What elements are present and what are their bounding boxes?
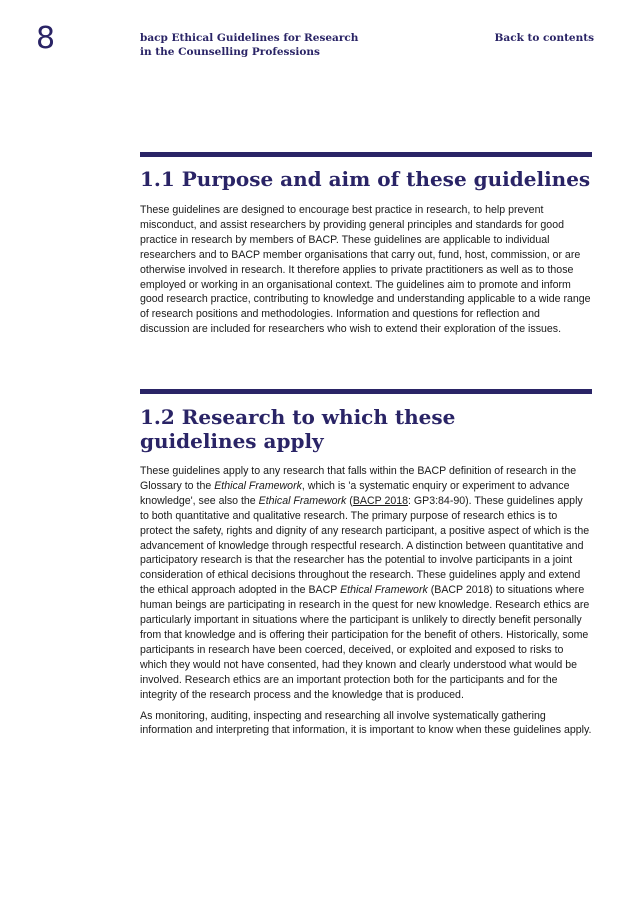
section-body-paragraph xyxy=(140,464,592,703)
section-divider xyxy=(140,389,592,394)
section-body: These guidelines are designed to encourage best practice in research, to help prevent misconduct, and assist researchers by providing general principles and standards for good practice in research by members of BACP. These guidelines are applicable to individual researchers and to BACP member organisations that carry out, fund, host, commission, or are otherwise involved in research. It therefore applies to private practitioners as well as to those employed or working in an organisational context. The guidelines aim to promote and inform good research practice, contributing to knowledge and understanding applicable to a wide range of research positions and methodologies. Information and questions for reflection and discussion are included for researchers who wish to extend their exploration of the issues. xyxy=(140,204,591,336)
running-header-line1: bacp Ethical Guidelines for Research xyxy=(140,32,359,44)
back-to-contents-link[interactable]: Back to contents xyxy=(494,32,594,44)
section-scope xyxy=(140,389,592,738)
section-heading xyxy=(140,405,592,453)
italic-title: Ethical Framework xyxy=(214,479,302,492)
text-run: (BACP 2018) to situations where human beings are participating in research in the quest for new knowledge. Research ethics are particularly important in situations where the participant is unlikely to directly benefit personally from that knowledge and is offering their participation for the benefit of others. Historically, some participants in research have been coerced, deceived, or exploited and exposed to risks to which they would not have consented, had they known and clearly understood what would be involved. Research ethics are an important protection both for the participants and for the integrity of the research process and the knowledge that is produced. xyxy=(140,584,590,701)
page-number: 8 xyxy=(36,21,56,56)
text-run: , which is 'a systematic enquiry or experiment to advance knowledge', see also the xyxy=(140,479,570,507)
text-run: These guidelines apply to any research that falls within the BACP definition of research in the Glossary to the xyxy=(140,465,577,492)
text-run: : GP3:84-90). These guidelines apply to both quantitative and qualitative research. The primary purpose of research ethics is to protect the safety, rights and dignity of any research participant, a positive aspect of which is the advancement of knowledge through respectful research. A distinction between quantitative and participatory research is that the researcher has the potential to involve participants in a joint consideration of ethical decisions throughout the research. These guidelines apply and extend the ethical approach adopted in the BACP xyxy=(140,494,590,597)
section-purpose xyxy=(140,152,592,337)
running-header-line2: in the Counselling Professions xyxy=(140,46,320,58)
section-heading-line2: guidelines apply xyxy=(140,429,324,453)
text-run: ( xyxy=(346,494,353,507)
italic-title: Ethical Framework xyxy=(258,494,347,507)
section-body-paragraph: As monitoring, auditing, inspecting and researching all involve systematically gathering information and interpreting that information, it is important to know when these guidelines apply. xyxy=(140,709,592,737)
section-heading: 1.1 Purpose and aim of these guidelines xyxy=(140,167,591,191)
section-heading-line1: 1.2 Research to which these xyxy=(140,405,456,429)
running-header xyxy=(140,31,380,59)
section-divider xyxy=(140,152,592,157)
italic-title: Ethical Framework xyxy=(340,584,428,597)
citation-link[interactable]: BACP 2018 xyxy=(352,494,409,507)
